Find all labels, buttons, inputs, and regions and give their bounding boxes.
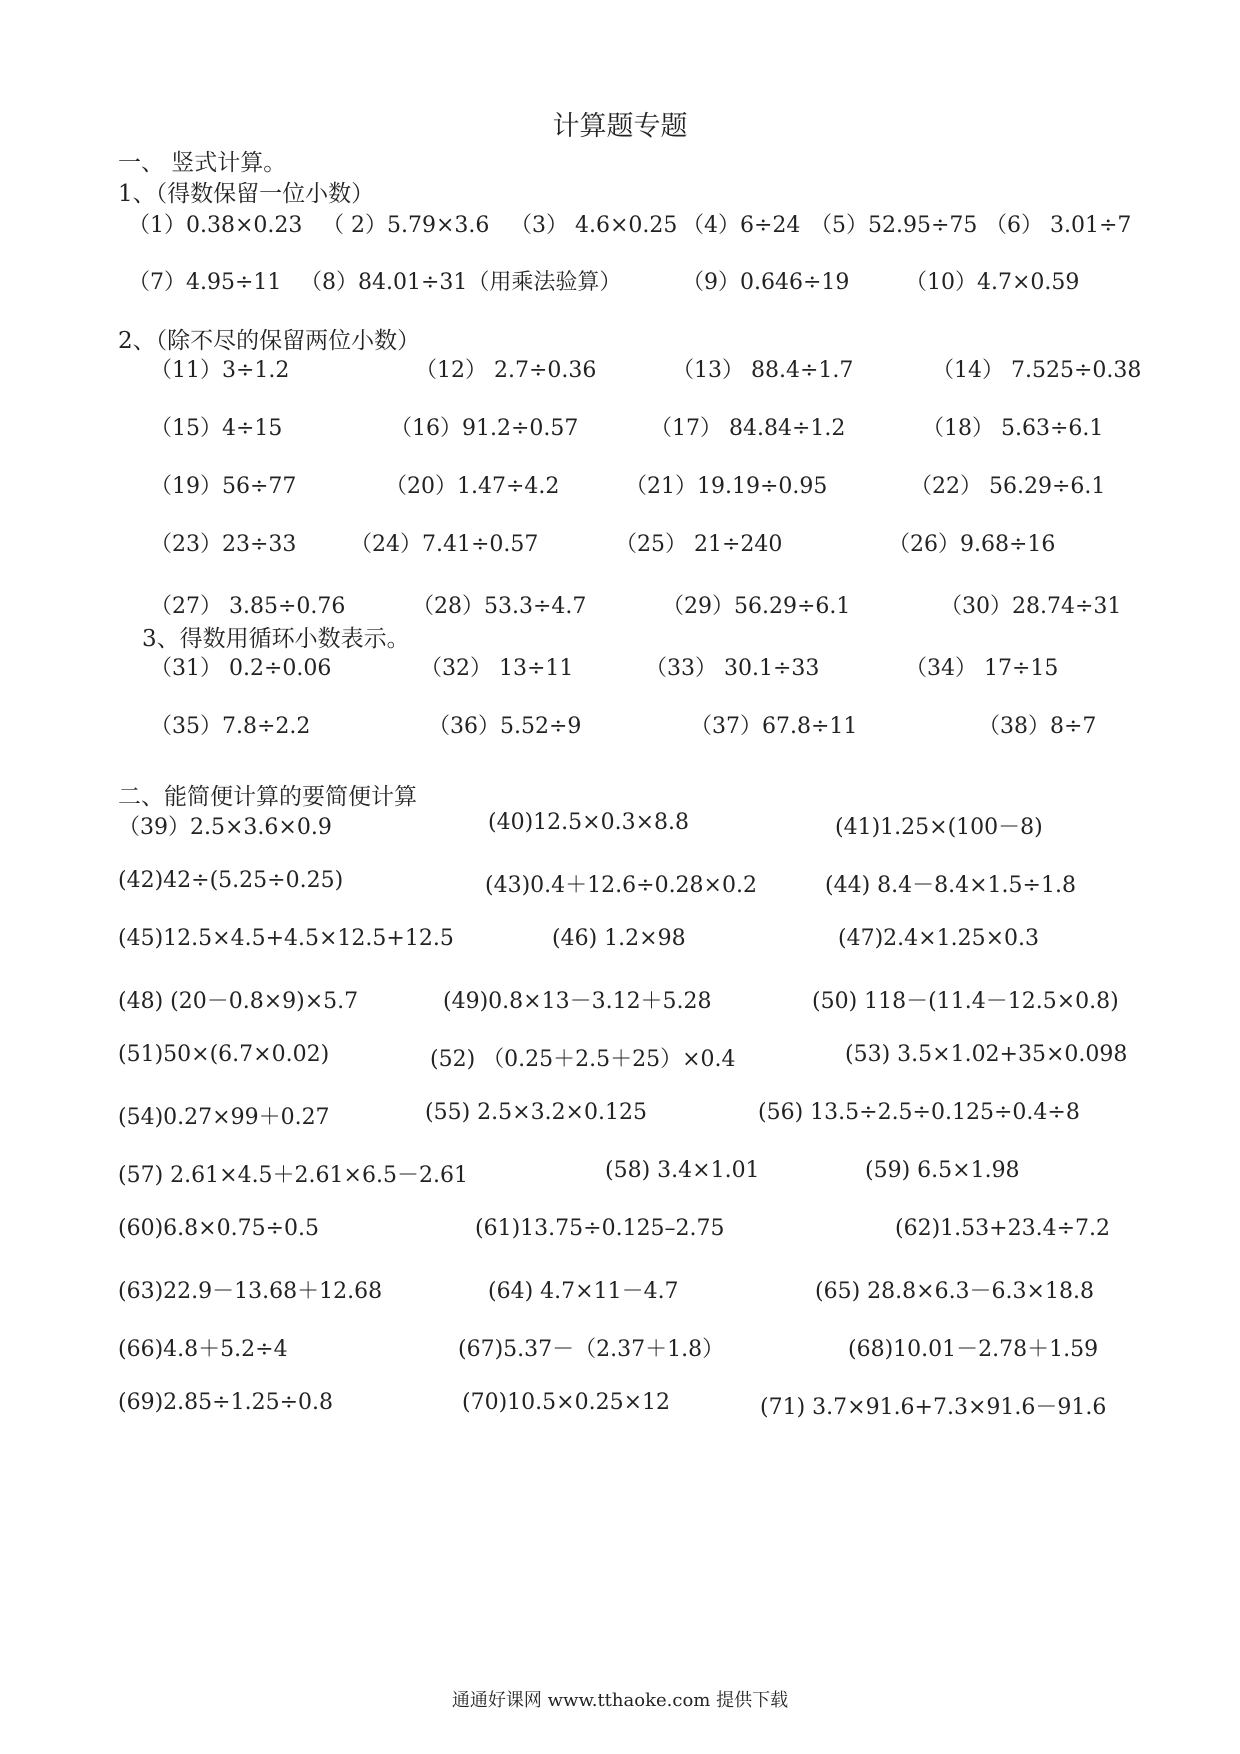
problem-item: (54)0.27×99＋0.27 <box>118 1105 330 1130</box>
problem-item: （26）9.68÷16 <box>888 532 1056 557</box>
problem-item: (43)0.4＋12.6÷0.28×0.2 <box>485 873 757 898</box>
problem-item: （36）5.52÷9 <box>428 714 582 739</box>
problem-item: (66)4.8＋5.2÷4 <box>118 1337 288 1362</box>
problem-row <box>0 527 1240 559</box>
problem-item: (57) 2.61×4.5＋2.61×6.5－2.61 <box>118 1163 468 1188</box>
problem-item: （8）84.01÷31（用乘法验算） <box>300 270 622 295</box>
problem-item: （25） 21÷240 <box>615 532 783 557</box>
problem-row <box>0 651 1240 683</box>
problem-item: (42)42÷(5.25÷0.25) <box>118 868 344 893</box>
problem-item: (49)0.8×13－3.12＋5.28 <box>443 989 712 1014</box>
problem-item: （12） 2.7÷0.36 <box>415 358 597 383</box>
problem-row <box>0 926 1240 958</box>
problem-item: （14） 7.525÷0.38 <box>932 358 1142 383</box>
problem-row <box>0 208 1240 240</box>
problem-item: (70)10.5×0.25×12 <box>462 1390 670 1415</box>
problem-row <box>0 265 1240 297</box>
problem-item: （18） 5.63÷6.1 <box>922 416 1104 441</box>
problem-item: (62)1.53+23.4÷7.2 <box>895 1216 1110 1241</box>
problem-item: （15）4÷15 <box>150 416 283 441</box>
problem-item: (67)5.37－（2.37＋1.8） <box>458 1337 725 1362</box>
problem-item: （19）56÷77 <box>150 474 297 499</box>
problem-item: （6） 3.01÷7 <box>985 213 1132 238</box>
problem-item: (65) 28.8×6.3－6.3×18.8 <box>815 1279 1094 1304</box>
problem-item: （27） 3.85÷0.76 <box>150 594 346 619</box>
problem-row <box>0 1042 1240 1074</box>
problem-row <box>0 469 1240 501</box>
problem-item: (41)1.25×(100－8) <box>835 815 1043 840</box>
problem-row <box>0 1100 1240 1132</box>
problem-item: （5）52.95÷75 <box>810 213 978 238</box>
part3-heading: 3、得数用循环小数表示。 <box>142 626 410 652</box>
problem-item: （9）0.646÷19 <box>682 270 850 295</box>
problem-item: (58) 3.4×1.01 <box>605 1158 760 1183</box>
problem-row <box>0 1158 1240 1190</box>
problem-item: （4）6÷24 <box>682 213 801 238</box>
problem-item: （20）1.47÷4.2 <box>385 474 560 499</box>
problem-item: (60)6.8×0.75÷0.5 <box>118 1216 319 1241</box>
problem-item: (48) (20－0.8×9)×5.7 <box>118 989 359 1014</box>
page-footer: 通通好课网 www.tthaoke.com 提供下载 <box>451 1690 789 1711</box>
problem-row <box>0 353 1240 385</box>
problem-item: （10）4.7×0.59 <box>905 270 1080 295</box>
problem-item: (52) （0.25＋2.5＋25）×0.4 <box>430 1047 736 1072</box>
problem-item: （3） 4.6×0.25 <box>510 213 678 238</box>
problem-item: （21）19.19÷0.95 <box>625 474 828 499</box>
problem-item: （24）7.41÷0.57 <box>350 532 539 557</box>
problem-item: （ 2）5.79×3.6 <box>322 213 490 238</box>
problem-item: （11）3÷1.2 <box>150 358 290 383</box>
problem-item: (53) 3.5×1.02+35×0.098 <box>845 1042 1128 1067</box>
problem-row <box>0 1216 1240 1248</box>
part2-heading: 2、（除不尽的保留两位小数） <box>118 328 421 354</box>
problem-item: （22） 56.29÷6.1 <box>910 474 1106 499</box>
problem-item: （34） 17÷15 <box>905 656 1059 681</box>
problem-item: (47)2.4×1.25×0.3 <box>838 926 1039 951</box>
problem-item: （1）0.38×0.23 <box>128 213 303 238</box>
problem-row <box>0 1332 1240 1364</box>
problem-item: (64) 4.7×11－4.7 <box>488 1279 679 1304</box>
problem-item: （35）7.8÷2.2 <box>150 714 311 739</box>
problem-row <box>0 411 1240 443</box>
problem-row <box>0 709 1240 741</box>
problem-item: （33） 30.1÷33 <box>645 656 820 681</box>
problem-item: （28）53.3÷4.7 <box>412 594 587 619</box>
problem-row <box>0 868 1240 900</box>
problem-item: (50) 118－(11.4－12.5×0.8) <box>812 989 1119 1014</box>
problem-row <box>0 1390 1240 1422</box>
problem-item: （38）8÷7 <box>978 714 1097 739</box>
problem-item: (44) 8.4－8.4×1.5÷1.8 <box>825 873 1076 898</box>
problem-item: （37）67.8÷11 <box>690 714 858 739</box>
problem-row <box>0 810 1240 842</box>
problem-item: (40)12.5×0.3×8.8 <box>488 810 689 835</box>
section1-heading: 一、 竖式计算。 <box>118 150 287 176</box>
problem-item: （13） 88.4÷1.7 <box>672 358 854 383</box>
problem-item: (69)2.85÷1.25÷0.8 <box>118 1390 333 1415</box>
problem-item: (56) 13.5÷2.5÷0.125÷0.4÷8 <box>758 1100 1080 1125</box>
problem-item: （23）23÷33 <box>150 532 297 557</box>
problem-item: （31） 0.2÷0.06 <box>150 656 332 681</box>
problem-item: （30）28.74÷31 <box>940 594 1122 619</box>
problem-item: (51)50×(6.7×0.02) <box>118 1042 330 1067</box>
problem-item: (45)12.5×4.5+4.5×12.5+12.5 <box>118 926 454 951</box>
problem-item: (61)13.75÷0.125–2.75 <box>475 1216 725 1241</box>
part1-heading: 1、（得数保留一位小数） <box>118 181 375 207</box>
problem-item: (46) 1.2×98 <box>552 926 686 951</box>
page-title: 计算题专题 <box>552 111 688 142</box>
problem-item: (55) 2.5×3.2×0.125 <box>425 1100 647 1125</box>
problem-item: （29）56.29÷6.1 <box>662 594 851 619</box>
problem-row <box>0 589 1240 621</box>
problem-item: （16）91.2÷0.57 <box>390 416 579 441</box>
problem-item: （17） 84.84÷1.2 <box>650 416 846 441</box>
problem-item: (63)22.9－13.68＋12.68 <box>118 1279 383 1304</box>
problem-row <box>0 984 1240 1016</box>
problem-row <box>0 1274 1240 1306</box>
problem-item: (71) 3.7×91.6+7.3×91.6－91.6 <box>760 1395 1107 1420</box>
problem-item: (59) 6.5×1.98 <box>865 1158 1020 1183</box>
section2-heading: 二、能简便计算的要简便计算 <box>118 784 417 810</box>
problem-item: （39）2.5×3.6×0.9 <box>118 815 332 840</box>
problem-item: （7）4.95÷11 <box>128 270 282 295</box>
problem-item: （32） 13÷11 <box>420 656 574 681</box>
problem-item: (68)10.01－2.78＋1.59 <box>848 1337 1099 1362</box>
